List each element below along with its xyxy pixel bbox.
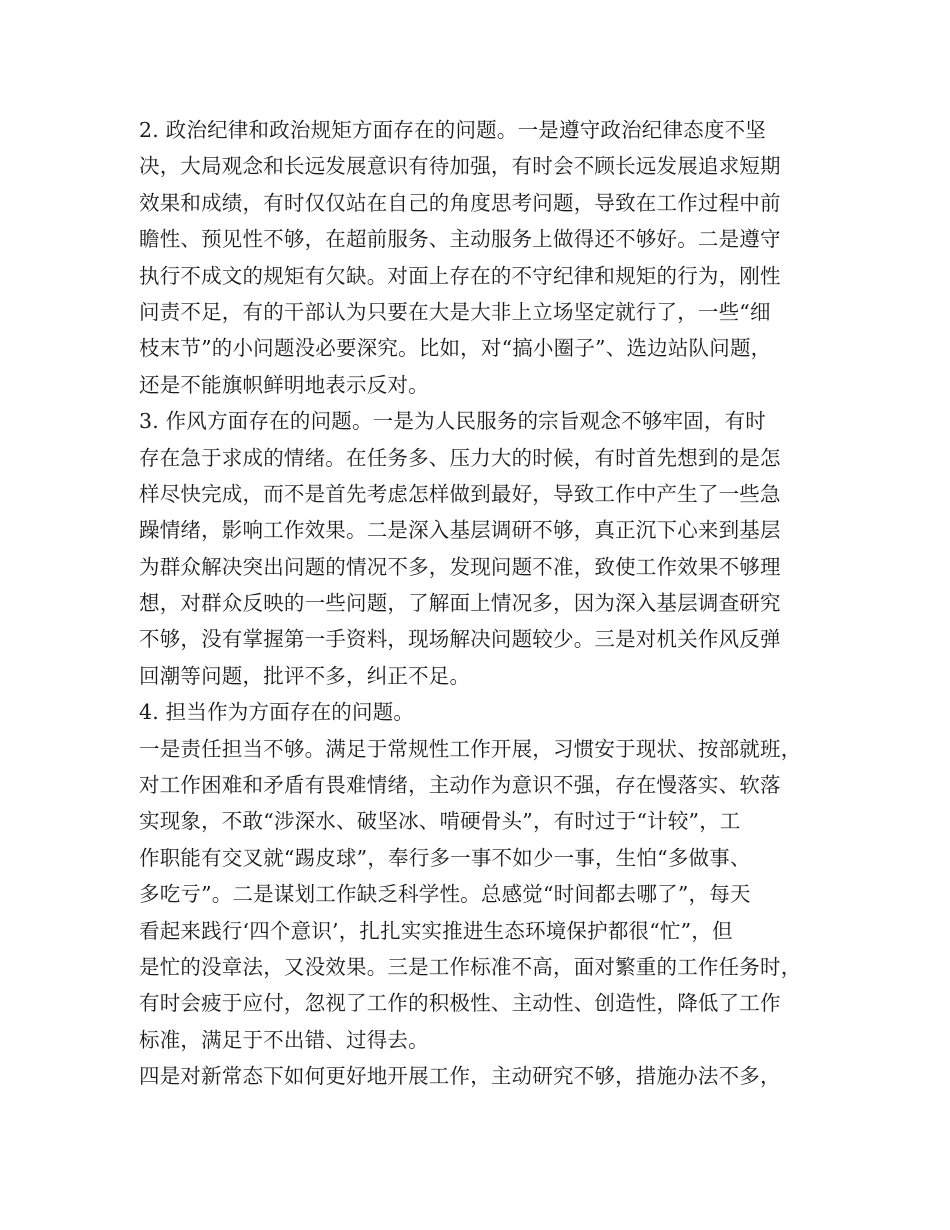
text-line: 想，对群众反映的一些问题，了解面上情况多，因为深入基层调查研究 [139,591,781,616]
text-line: 标准，满足于不出错、过得去。 [139,1027,429,1052]
text-line: 一是责任担当不够。满足于常规性工作开展，习惯安于现状、按部就班， [139,736,802,761]
text-line: 看起来践行‘四个意识’，扎扎实实推进生态环境保护都很“忙”，但 [139,918,733,943]
text-line: 样尽快完成，而不是首先考虑怎样做到最好，导致工作中产生了一些急 [139,481,781,506]
text-line: 决，大局观念和长远发展意识有待加强，有时会不顾长远发展追求短期 [139,154,781,179]
text-line: 是忙的没章法，又没效果。三是工作标准不高，面对繁重的工作任务时， [139,954,802,979]
text-line: 瞻性、预见性不够，在超前服务、主动服务上做得还不够好。二是遵守 [139,227,781,252]
text-line: 有时会疲于应付，忽视了工作的积极性、主动性、创造性，降低了工作 [139,991,781,1016]
text-line: 作职能有交叉就“踢皮球”，奉行多一事不如少一事，生怕“多做事、 [139,845,751,870]
text-line: 效果和成绩，有时仅仅站在自己的角度思考问题，导致在工作过程中前 [139,190,781,215]
text-line: 执行不成文的规矩有欠缺。对面上存在的不守纪律和规矩的行为，刚性 [139,263,781,288]
text-line: 为群众解决突出问题的情况不多，发现问题不准，致使工作效果不够理 [139,554,781,579]
text-line: 实现象，不敢“涉深水、破坚冰、啃硬骨头”，有时过于“计较”，工 [139,809,741,834]
text-line: 还是不能旗帜鲜明地表示反对。 [139,372,429,397]
text-line: 枝末节”的小问题没必要深究。比如，对“搞小圈子”、选边站队问题， [139,336,772,361]
text-line: 存在急于求成的情绪。在任务多、压力大的时候，有时首先想到的是怎 [139,445,781,470]
text-line: 四是对新常态下如何更好地开展工作，主动研究不够，措施办法不多， [139,1064,781,1089]
text-line: 3. 作风方面存在的问题。一是为人民服务的宗旨观念不够牢固，有时 [139,409,766,434]
text-line: 2. 政治纪律和政治规矩方面存在的问题。一是遵守政治纪律态度不坚 [139,118,766,142]
text-line: 多吃亏”。二是谋划工作缺乏科学性。总感觉“时间都去哪了”，每天 [139,882,751,907]
text-line: 4. 担当作为方面存在的问题。 [139,700,415,725]
document-body [139,112,819,1095]
text-line: 躁情绪，影响工作效果。二是深入基层调研不够，真正沉下心来到基层 [139,518,781,543]
text-line: 回潮等问题，批评不多，纠正不足。 [139,663,471,688]
text-line: 问责不足，有的干部认为只要在大是大非上立场坚定就行了，一些“细 [139,299,771,324]
text-line: 对工作困难和矛盾有畏难情绪，主动作为意识不强，存在慢落实、软落 [139,773,781,798]
text-line: 不够，没有掌握第一手资料，现场解决问题较少。三是对机关作风反弹 [139,627,781,652]
